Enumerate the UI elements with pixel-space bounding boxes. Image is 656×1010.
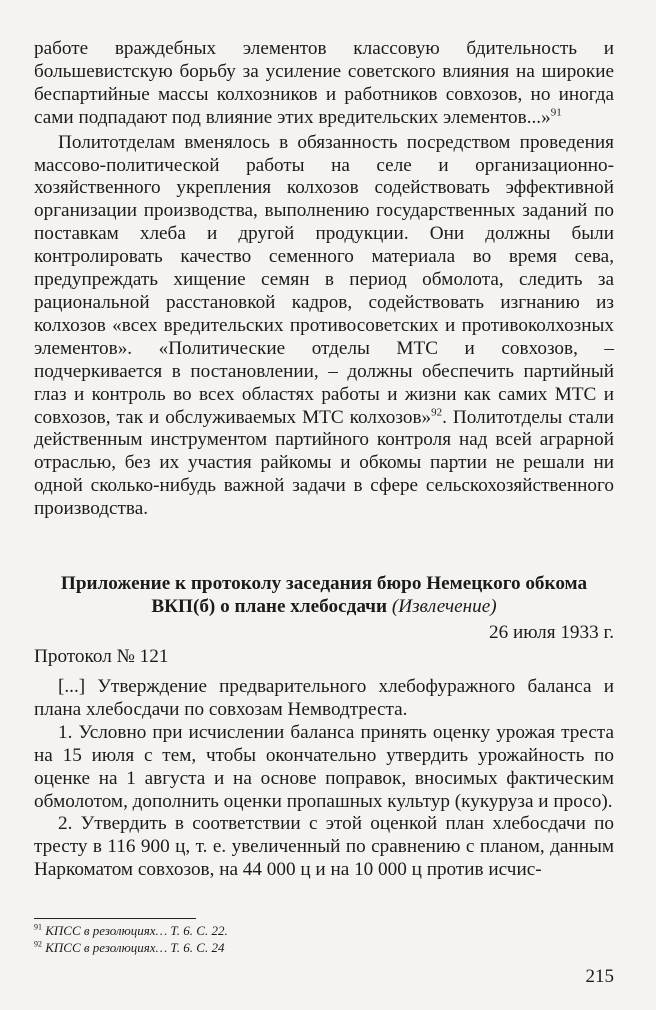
heading-line-2-text: ВКП(б) о плане хлебосдачи [151,595,388,617]
paragraph-1 [34,38,614,130]
document-date: 26 июля 1933 г. [489,622,614,643]
protocol-number: Протокол № 121 [34,646,169,667]
paragraph-2-text-b: . Политотделы стали действенным инструментом партийного контроля над всей аграрной отраслью, без их участия райкомы и обкомы партии не решали ни одной сколько-нибудь важной задачи в сфере сельскохозяйственного производства. [34,406,614,520]
main-text [34,38,614,521]
heading-note: (Извлечение) [391,595,497,617]
paragraph-5: 2. Утвердить в соответствии с этой оценкой план хлебосдачи по тресту в 116 900 ц, т. е. увеличенный по сравнению с планом, данным Наркоматом совхозов, на 44 000 ц и на 10 000 ц против исчис- [34,813,614,881]
footnote-92-text: КПСС в резолюциях… Т. 6. С. 24 [45,940,225,955]
paragraph-1-text: работе враждебных элементов классовую бдительность и большевистскую борьбу за усиление советского влияния на широкие беспартийные массы колхозников и работников совхозов, но иногда сами подпадают под влияние этих вредительских элементов...» [34,38,614,128]
heading-line-2 [34,596,614,619]
footnote-divider [34,918,196,919]
footnote-92 [34,939,228,956]
appendix-text [34,676,614,882]
paragraph-4: 1. Условно при исчислении баланса принять оценку урожая треста на 15 июля с тем, чтобы окончательно утвердить урожайность по оценке на 1 августа и на основе поправок, вносимых фактическим обмолотом, дополнить оценки пропашных культур (кукуруза и просо). [34,721,614,812]
footnote-92-num: 92 [34,939,42,949]
footnote-91-text: КПСС в резолюциях… Т. 6. С. 22. [45,923,228,938]
heading-line-1: Приложение к протоколу заседания бюро Немецкого обкома [60,573,588,594]
footnote-91 [34,922,228,939]
paragraph-2-text-a: Политотделам вменялось в обязанность посредством проведения массово-политической работы на селе и организационно-хозяйственного укрепления колхозов содействовать эффективной организации производства, выполнению государственных заданий по поставкам хлеба и другой продукции. Они должны были контролировать качество семенного материала во время сева, предупреждать хищение семян в период обмолота, следить за рациональной расстановкой кадров, содействовать изгнанию из колхозов «всех вредительских противосоветских и противоколхозных элементов». «Политические отделы МТС и совхозов, – подчеркивается в постановлении, – должны обеспечить партийный глаз и контроль во всех областях работы и жизни как самих МТС и совхозов, так и обслуживаемых МТС колхозов» [34,131,614,428]
footnote-ref-91: 91 [550,106,562,119]
page-number: 215 [585,966,614,987]
footnote-ref-92: 92 [431,406,443,419]
paragraph-2 [34,132,614,521]
footnote-91-num: 91 [34,922,42,932]
section-heading [34,573,614,618]
footnotes [34,922,228,956]
paragraph-3: [...] Утверждение предварительного хлебофуражного баланса и плана хлебосдачи по совхозам Немводтреста. [34,676,614,720]
